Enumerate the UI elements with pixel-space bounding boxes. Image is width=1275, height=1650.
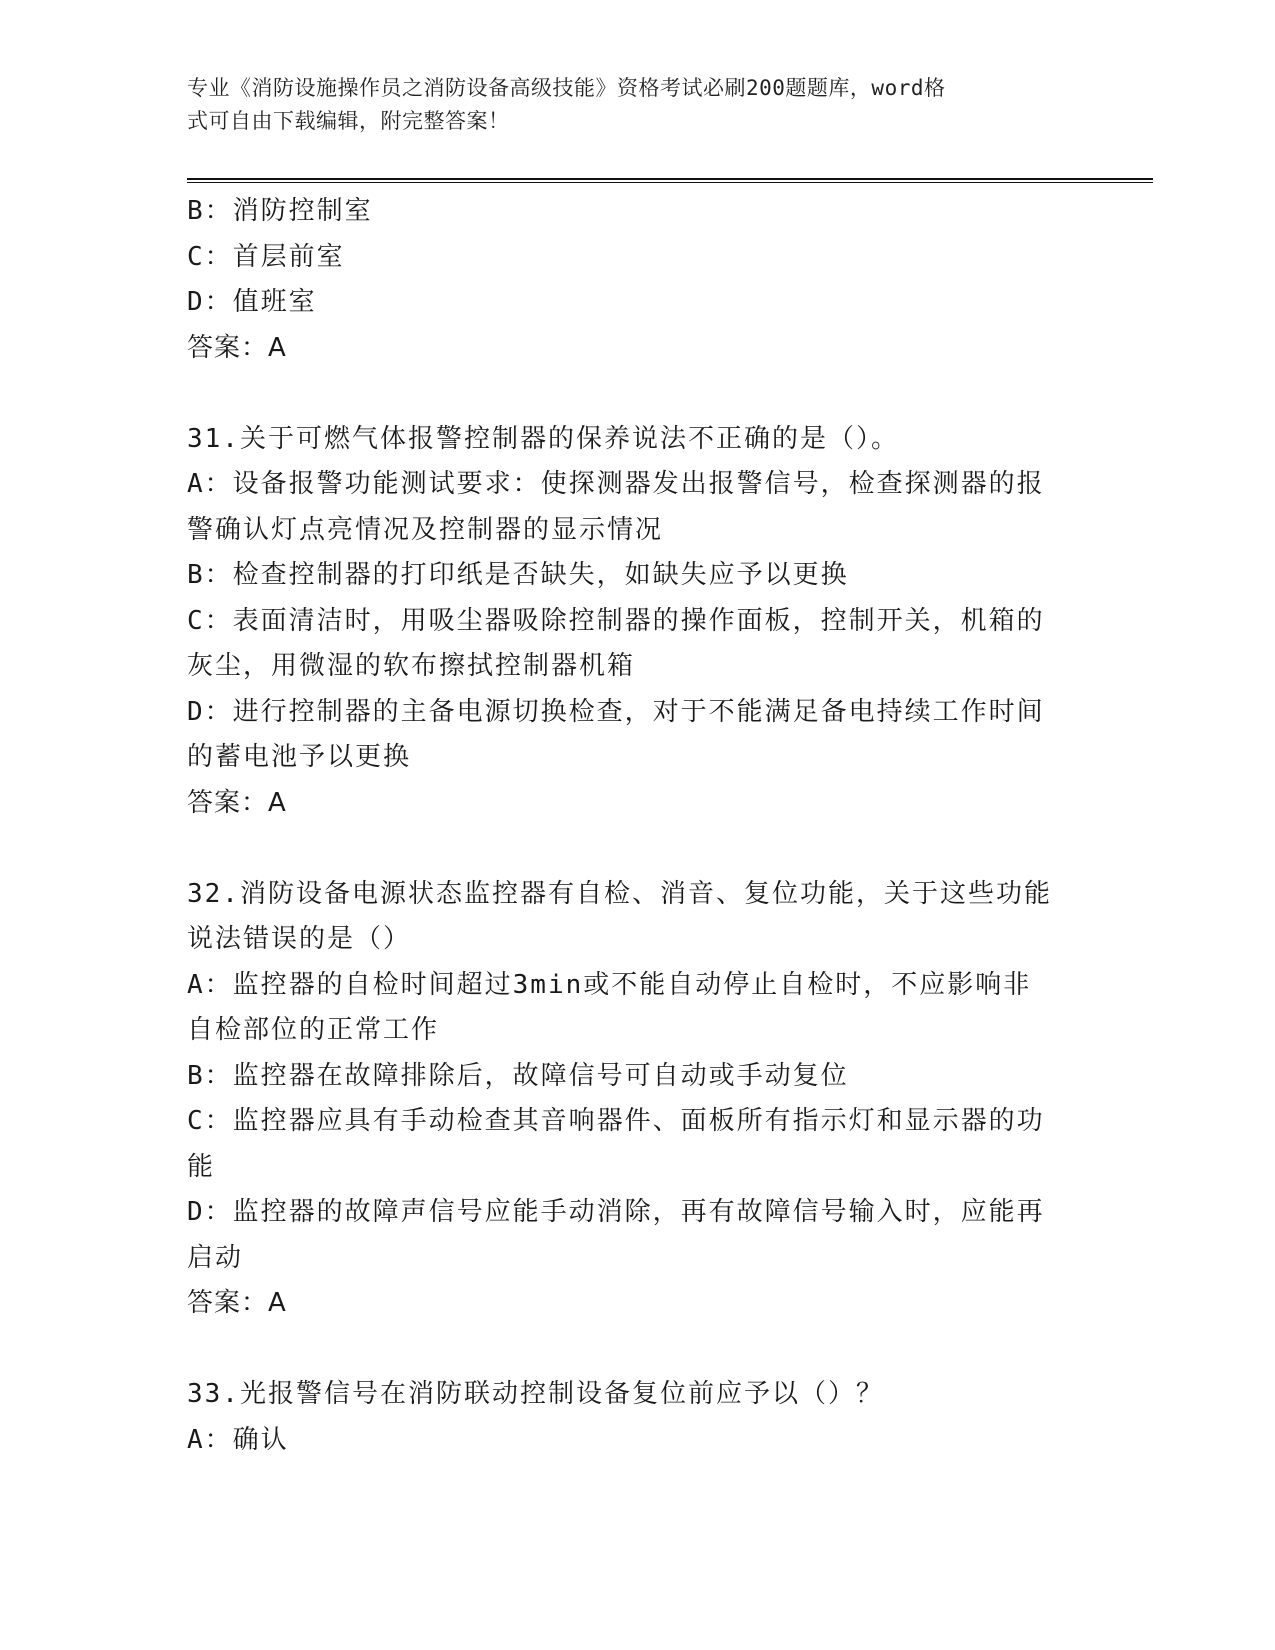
q33-stem: 33.光报警信号在消防联动控制设备复位前应予以（）？ — [187, 1379, 884, 1409]
q31-option-d-line2: 的蓄电池予以更换 — [187, 742, 412, 772]
q32-option-a-line1: A：监控器的自检时间超过3min或不能自动停止自检时，不应影响非 — [187, 969, 1032, 1000]
q31-answer: 答案：A — [187, 787, 287, 818]
q32-option-c-line2: 能 — [187, 1151, 216, 1182]
q31-option-a-line2: 警确认灯点亮情况及控制器的显示情况 — [187, 514, 664, 545]
q32-stem-line1: 32.消防设备电源状态监控器有自检、消音、复位功能，关于这些功能 — [187, 878, 1052, 909]
q31-option-a-line1: A：设备报警功能测试要求：使探测器发出报警信号，检查探测器的报 — [187, 469, 1045, 499]
header-line-1: 专业《消防设施操作员之消防设备高级技能》资格考试必刷200题题库，word格 — [187, 76, 946, 100]
spacer — [187, 1327, 1077, 1373]
header-rule-thin — [187, 182, 1153, 183]
q31-option-b: B：检查控制器的打印纸是否缺失，如缺失应予以更换 — [187, 560, 849, 590]
header-line-2: 式可自由下载编辑，附完整答案！ — [187, 109, 510, 133]
q32-option-d-line2: 启动 — [187, 1242, 244, 1273]
q32-option-c-line1: C：监控器应具有手动检查其音响器件、面板所有指示灯和显示器的功 — [187, 1106, 1045, 1136]
prev-option-c: C：首层前室 — [187, 241, 345, 272]
q31-option-c-line2: 灰尘，用微湿的软布擦拭控制器机箱 — [187, 651, 636, 681]
prev-option-b: B：消防控制室 — [187, 196, 373, 226]
spacer — [187, 371, 1077, 417]
q32-option-b: B：监控器在故障排除后，故障信号可自动或手动复位 — [187, 1060, 849, 1091]
q31-option-c-line1: C：表面清洁时，用吸尘器吸除控制器的操作面板，控制开关，机箱的 — [187, 605, 1045, 636]
q32-answer: 答案：A — [187, 1288, 287, 1318]
q31-option-d-line1: D：进行控制器的主备电源切换检查，对于不能满足备电持续工作时间 — [187, 696, 1045, 727]
document-header — [187, 72, 1067, 138]
spacer — [187, 826, 1077, 872]
q32-option-d-line1: D：监控器的故障声信号应能手动消除，再有故障信号输入时，应能再 — [187, 1197, 1045, 1227]
prev-option-d: D：值班室 — [187, 287, 317, 317]
q32-stem-line2: 说法错误的是（） — [187, 924, 412, 954]
q32-option-a-line2: 自检部位的正常工作 — [187, 1015, 440, 1045]
prev-answer: 答案：A — [187, 332, 287, 363]
document-body — [187, 189, 1077, 1463]
header-rule-thick — [187, 178, 1153, 180]
q33-option-a: A：确认 — [187, 1424, 289, 1455]
q31-stem: 31.关于可燃气体报警控制器的保养说法不正确的是（）。 — [187, 423, 899, 454]
